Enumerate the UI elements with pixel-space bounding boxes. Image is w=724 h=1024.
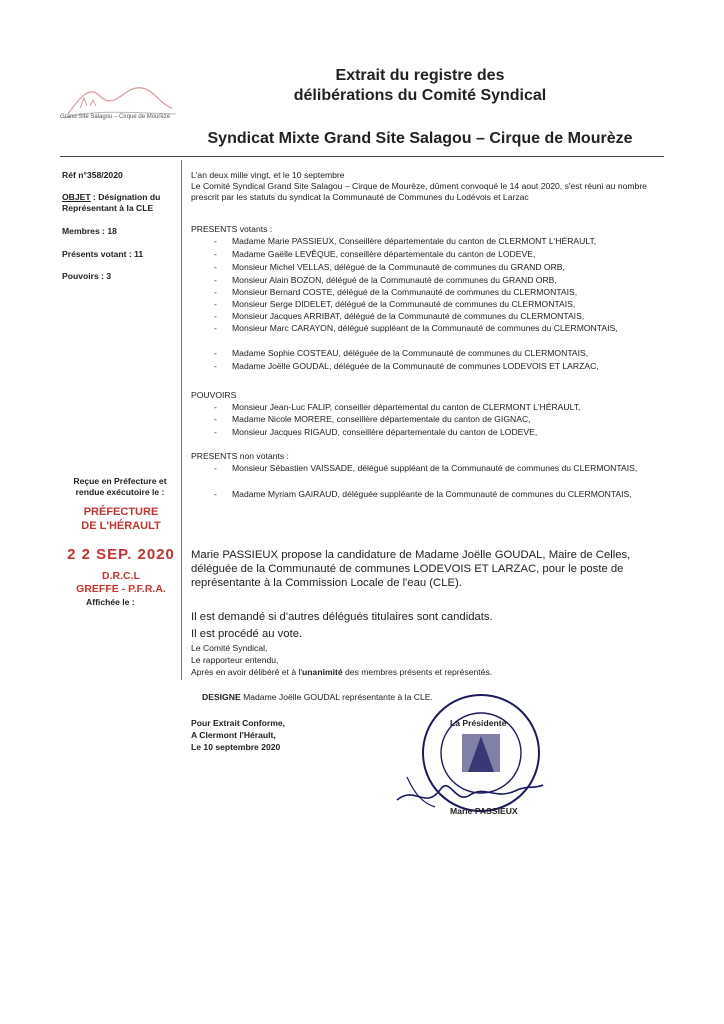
stamp-office <box>62 570 180 596</box>
stamp-line-2: DE L'HÉRAULT <box>81 520 161 532</box>
list-item: - Madame Marie PASSIEUX, Conseillère départementale du canton de CLERMONT L'HÉRAULT, <box>218 236 664 247</box>
stamp-line-4: GREFFE - P.F.R.A. <box>76 583 166 595</box>
list-item-text: Monsieur Marc CARAYON, délégué suppléant de la Communauté de communes du CLERMONTAIS, <box>232 323 618 333</box>
list-item-text: Madame Marie PASSIEUX, Conseillère départementale du canton de CLERMONT L'HÉRAULT, <box>232 236 597 246</box>
pouvoirs-count: Pouvoirs : 3 <box>62 271 112 281</box>
vote-line: Il est procédé au vote. <box>191 628 303 640</box>
intro-paragraph: Le Comité Syndical Grand Site Salagou – Cirque de Mourèze, dûment convoqué le 14 aout 2020, s'est réuni au nombre prescrit par les statuts du syndicat la Communauté de Communes du Lodévois et Larzac <box>191 181 647 202</box>
list-item-text: Madame Gaëlle LEVÊQUE, conseillère départementale du canton de LODEVE, <box>232 249 536 259</box>
list-item-text: Madame Joëlle GOUDAL, déléguée de la Communauté de communes LODEVOIS ET LARZAC, <box>232 361 599 371</box>
title-line-1: Extrait du registre des <box>335 67 505 84</box>
date-line: L'an deux mille vingt, et le 10 septembre <box>191 170 345 180</box>
conforme-line-3: Le 10 septembre 2020 <box>191 742 281 752</box>
list-item-text: Monsieur Jean-Luc FALIP, conseiller départemental du canton de CLERMONT L'HÉRAULT, <box>232 402 581 412</box>
syndicat-logo <box>60 70 180 130</box>
comite-line: Le Comité Syndical, <box>191 643 268 653</box>
list-item-text: Monsieur Jacques ARRIBAT, délégué de la Communauté de communes du CLERMONTAIS, <box>232 311 585 321</box>
conforme-line-2: A Clermont l'Hérault, <box>191 730 276 740</box>
list-item: - Monsieur Michel VELLAS, délégué de la Communauté de communes du GRAND ORB, <box>218 262 664 273</box>
list-item: - Monsieur Bernard COSTE, délégué de la Communauté de communes du CLERMONTAIS, <box>218 287 664 298</box>
list-item: - Madame Joëlle GOUDAL, déléguée de la Communauté de communes LODEVOIS ET LARZAC, <box>218 361 664 372</box>
presents-votants-label: PRESENTS votants : <box>191 224 273 234</box>
list-item-text: Madame Nicole MORERE, conseillère départementale du canton de GIGNAC, <box>232 414 531 424</box>
president-title: La Présidente <box>450 718 507 728</box>
affichee-note: Affichée le : <box>86 597 135 607</box>
stamp-date: 2 2 SEP. 2020 <box>67 546 175 563</box>
pouvoirs-label: POUVOIRS <box>191 390 237 400</box>
document-subtitle: Syndicat Mixte Grand Site Salagou – Cirque de Mourèze <box>207 130 633 147</box>
stamp-line-1: PRÉFECTURE <box>83 506 159 518</box>
list-item: - Madame Gaëlle LEVÊQUE, conseillère départementale du canton de LODEVE, <box>218 249 664 260</box>
apres-bold: unanimité <box>302 667 343 677</box>
list-item-text: Madame Sophie COSTEAU, déléguée de la Communauté de communes du CLERMONTAIS, <box>232 348 589 358</box>
list-item: - Madame Myriam GAIRAUD, déléguée suppléante de la Communauté de communes du CLERMONTAIS, <box>218 489 664 500</box>
list-item-text: Monsieur Sébastien VAISSADE, délégué suppléant de la Communauté de communes du CLERMONTAIS, <box>232 463 638 473</box>
list-item: - Monsieur Sébastien VAISSADE, délégué suppléant de la Communauté de communes du CLERMONTAIS, <box>218 463 664 474</box>
list-item: - Monsieur Marc CARAYON, délégué suppléant de la Communauté de communes du CLERMONTAIS, <box>218 323 664 334</box>
president-name: Marie PASSIEUX <box>450 806 518 816</box>
title-line-2: délibérations du Comité Syndical <box>293 87 547 104</box>
reference-number: Réf n°358/2020 <box>62 170 123 180</box>
objet-text: : Désignation du Représentant à la CLE <box>62 192 161 213</box>
list-item: - Monsieur Alain BOZON, délégué de la Communauté de communes du GRAND ORB, <box>218 275 664 286</box>
header-divider <box>60 156 664 157</box>
apres-prefix: Après en avoir délibéré et à l' <box>191 667 303 677</box>
list-item-text: Monsieur Alain BOZON, délégué de la Communauté de communes du GRAND ORB, <box>232 275 557 285</box>
list-item: - Madame Nicole MORERE, conseillère départementale du canton de GIGNAC, <box>218 414 664 425</box>
presents-non-votants-label: PRESENTS non votants : <box>191 451 289 461</box>
apres-line <box>191 667 661 678</box>
logo-caption: Grand Site Salagou – Cirque de Mourèze <box>60 114 171 120</box>
list-item: - Madame Sophie COSTEAU, déléguée de la Communauté de communes du CLERMONTAIS, <box>218 348 664 359</box>
list-item: - Monsieur Jean-Luc FALIP, conseiller départemental du canton de CLERMONT L'HÉRAULT, <box>218 402 664 413</box>
document-title <box>200 66 640 106</box>
list-item: - Monsieur Jacques RIGAUD, conseillère départementale du canton de LODEVE, <box>218 427 664 438</box>
rapporteur-line: Le rapporteur entendu, <box>191 655 279 665</box>
designe-bold: DESIGNE <box>202 692 241 702</box>
list-item-text: Madame Myriam GAIRAUD, déléguée suppléante de la Communauté de communes du CLERMONTAIS, <box>232 489 632 499</box>
membres-count: Membres : 18 <box>62 226 117 236</box>
objet <box>62 192 178 214</box>
apres-suffix: des membres présents et représentés. <box>342 667 493 677</box>
objet-label: OBJET <box>62 192 91 202</box>
prefecture-stamp <box>62 505 180 533</box>
list-item: - Monsieur Jacques ARRIBAT, délégué de la Communauté de communes du CLERMONTAIS, <box>218 311 664 322</box>
reception-note: Reçue en Préfecture et rendue exécutoire le : <box>73 476 167 497</box>
list-item-text: Monsieur Michel VELLAS, délégué de la Communauté de communes du GRAND ORB, <box>232 262 565 272</box>
presents-count: Présents votant : 11 <box>62 249 144 259</box>
designe-text: Madame Joëlle GOUDAL représentante à la CLE. <box>240 692 433 702</box>
list-item-text: Monsieur Bernard COSTE, délégué de la Communauté de communes du CLERMONTAIS, <box>232 287 578 297</box>
list-item-text: Monsieur Jacques RIGAUD, conseillère départementale du canton de LODEVE, <box>232 427 538 437</box>
proposal-paragraph: Marie PASSIEUX propose la candidature de Madame Joëlle GOUDAL, Maire de Celles, déléguée de la Communauté de communes LODEVOIS ET LARZAC, pour le poste de représentante à la Commission Locale de l'eau (CLE). <box>191 549 631 589</box>
stamp-line-3: D.R.C.L <box>102 570 140 582</box>
question-line: Il est demandé si d'autres délégués titulaires sont candidats. <box>191 611 493 623</box>
conforme-line-1: Pour Extrait Conforme, <box>191 718 286 728</box>
list-item-text: Monsieur Serge DIDELET, délégué de la Communauté de communes du CLERMONTAIS, <box>232 299 576 309</box>
list-item: - Monsieur Serge DIDELET, délégué de la Communauté de communes du CLERMONTAIS, <box>218 299 664 310</box>
